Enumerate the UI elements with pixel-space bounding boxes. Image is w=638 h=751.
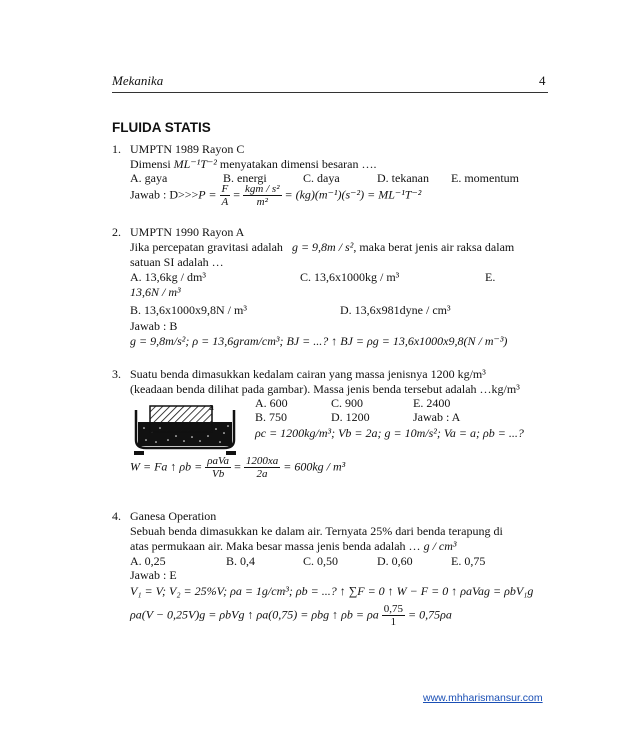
- q2-option-e: E.: [485, 270, 496, 284]
- header-rule: [112, 92, 548, 93]
- q2-option-d: D. 13,6x981dyne / cm³: [340, 303, 451, 317]
- q1-answer: Jawab : D>>>P = $\frac{F}{A}$ = $\frac{\text{kgm / s²}}{\text{m²}}$ = (kg)(m⁻¹)(s⁻²) = ML⁻¹T⁻²: [130, 183, 422, 208]
- q3-work: W = Fa ↑ ρb = $\frac{\text{ρaVa}}{Vb}$ = $\frac{1200xa}{2a}$ = 600kg / m³: [130, 455, 346, 480]
- q2-work: g = 9,8m/s²; ρ = 13,6gram/cm³; BJ = ...? ↑ BJ = ρg = 13,6x1000x9,8(N / m⁻³): [130, 334, 508, 348]
- q3-option-d: D. 1200: [331, 410, 370, 424]
- q3-figure-label: a: [209, 401, 214, 413]
- q1-source: UMPTN 1989 Rayon C: [130, 142, 245, 156]
- q2-source: UMPTN 1990 Rayon A: [130, 225, 245, 239]
- q1-number: 1.: [112, 142, 121, 156]
- q3-frac-values: $\frac{1200xa}{2a}$: [245, 455, 279, 480]
- q3-number: 3.: [112, 367, 121, 381]
- q4-option-c: C. 0,50: [303, 554, 339, 568]
- q4-number: 4.: [112, 509, 121, 523]
- running-header-title: Mekanika: [112, 73, 164, 88]
- q2-number: 2.: [112, 225, 121, 239]
- q3-option-a: A. 600: [255, 396, 288, 410]
- q2-option-e-value: 13,6N / m³: [130, 285, 181, 299]
- q4-line2: atas permukaan air. Maka besar massa jenis benda adalah … g / cm³: [130, 539, 457, 553]
- footer-website-link[interactable]: www.mhharismansur.com: [423, 692, 543, 704]
- q2-option-a: A. 13,6kg / dm³: [130, 270, 206, 284]
- q4-line1: Sebuah benda dimasukkan ke dalam air. Ternyata 25% dari benda terapung di: [130, 524, 503, 538]
- q3-option-b: B. 750: [255, 410, 288, 424]
- q2-line1: Jika percepatan gravitasi adalah g = 9,8m / s², maka berat jenis air raksa dalam: [130, 240, 515, 254]
- q4-option-e: E. 0,75: [451, 554, 486, 568]
- q1-option-e: E. momentum: [451, 171, 519, 185]
- q4-option-d: D. 0,60: [377, 554, 413, 568]
- q4-source: Ganesa Operation: [130, 509, 217, 523]
- page-number: 4: [539, 73, 546, 88]
- q2-line2: satuan SI adalah …: [130, 255, 224, 269]
- q3-line2: (keadaan benda dilihat pada gambar). Massa jenis benda tersebut adalah …kg/m³: [130, 382, 520, 396]
- q2-option-c: C. 13,6x1000kg / m³: [300, 270, 400, 284]
- q4-work2: ρa(V − 0,25V)g = ρbVg ↑ ρa(0,75) = ρbg ↑ ρb = ρa $\frac{0,75}{1}$ = 0,75ρa: [130, 603, 452, 628]
- q1-prompt: Dimensi ML⁻¹T⁻² menyatakan dimensi besaran ….: [130, 157, 377, 171]
- q1-option-b: B. energi: [223, 171, 267, 185]
- q3-option-e: E. 2400: [413, 396, 451, 410]
- q2-option-b: B. 13,6x1000x9,8N / m³: [130, 303, 247, 317]
- q3-frac-density: $\frac{\text{ρaVa}}{Vb}$: [207, 455, 230, 480]
- q1-option-c: C. daya: [303, 171, 340, 185]
- q1-option-d: D. tekanan: [377, 171, 429, 185]
- q4-answer: Jawab : E: [130, 568, 177, 582]
- q3-line1: Suatu benda dimasukkan kedalam cairan yang massa jenisnya 1200 kg/m³: [130, 367, 486, 381]
- q2-answer: Jawab : B: [130, 319, 178, 333]
- q4-option-a: A. 0,25: [130, 554, 166, 568]
- section-title: FLUIDA STATIS: [112, 120, 211, 135]
- q1-option-a: A. gaya: [130, 171, 168, 185]
- q1-frac-units: $\frac{\text{kgm / s²}}{\text{m²}}$: [245, 183, 280, 208]
- q4-work1: V₁ = V; V₂ = 25%V; ρa = 1g/cm³; ρb = ...? ↑ ∑F = 0 ↑ W − F = 0 ↑ ρaVag = ρbV₁g: [130, 584, 534, 598]
- q3-figure-container: [130, 396, 240, 456]
- q3-answer: Jawab : A: [413, 410, 461, 424]
- q3-option-c: C. 900: [331, 396, 364, 410]
- q4-frac-ratio: $\frac{0,75}{1}$: [383, 603, 403, 628]
- q3-given: ρc = 1200kg/m³; Vb = 2a; g = 10m/s²; Va = a; ρb = ...?: [255, 426, 524, 440]
- q4-option-b: B. 0,4: [226, 554, 256, 568]
- floating-block: [150, 406, 212, 432]
- q1-frac-force-area: $\frac{F}{A}$: [221, 183, 229, 208]
